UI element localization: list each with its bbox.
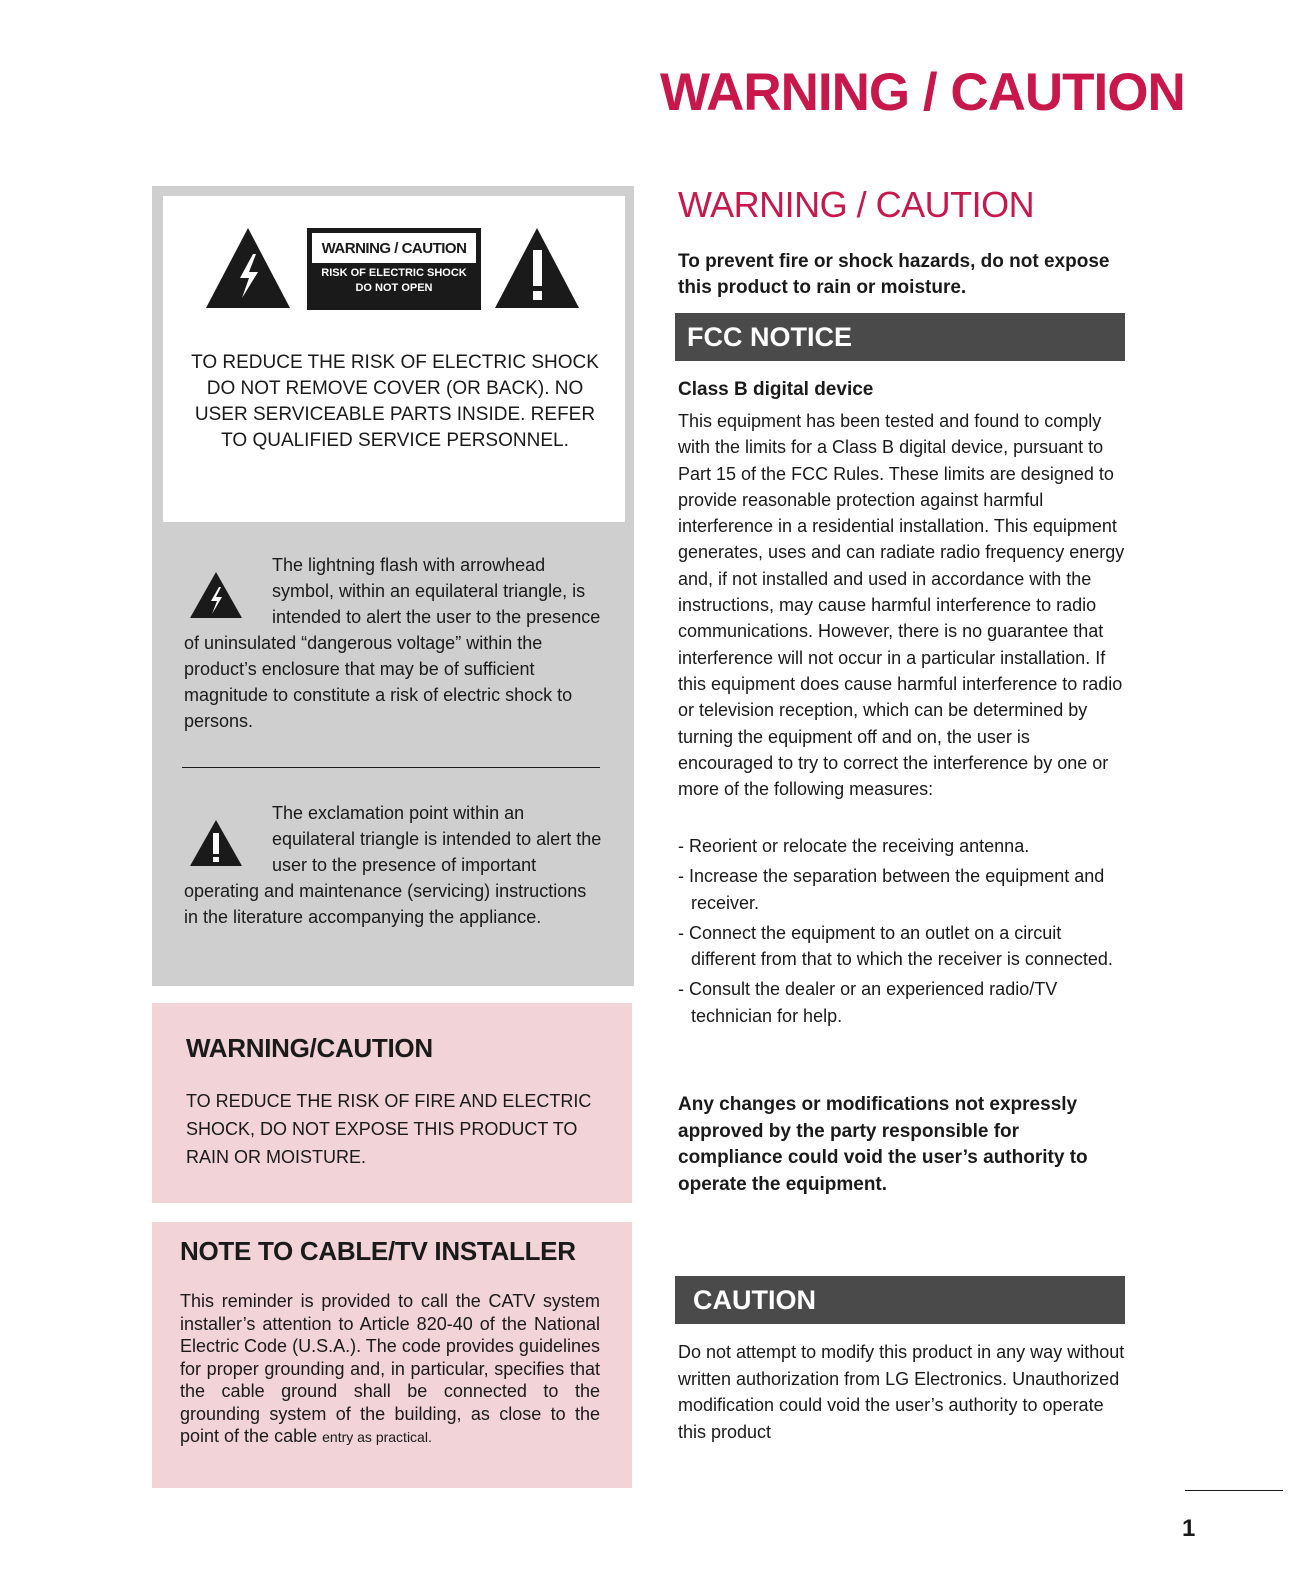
intro-text: To prevent fire or shock hazards, do not expose this product to rain or moisture. xyxy=(678,251,1110,298)
list-item: - Reorient or relocate the receiving antenna. xyxy=(678,836,1030,856)
warning-label-line2: DO NOT OPEN xyxy=(355,282,433,294)
warning-caution-heading: WARNING/CAUTION xyxy=(186,1033,433,1063)
installer-note-body: This reminder is provided to call the CATV system installer’s attention to Article 820-40 of the National Electric Code (U.S.A.). The code provides guidelines for proper grounding and, in particular, specifies that the cable ground shall be connected to the grounding system of the building, as close to the point of the cable xyxy=(180,1291,600,1446)
section-heading: WARNING / CAUTION xyxy=(678,184,1035,225)
exclamation-warning-icon xyxy=(493,226,581,310)
lightning-small-icon xyxy=(188,570,244,620)
installer-note-box xyxy=(152,1222,632,1488)
installer-note-body-small: entry as practical. xyxy=(322,1429,432,1445)
page-number-rule xyxy=(1185,1490,1283,1491)
installer-note-heading: NOTE TO CABLE/TV INSTALLER xyxy=(180,1236,576,1266)
warning-label xyxy=(307,228,481,310)
exclamation-symbol-text: The exclamation point within an equilateral triangle is intended to alert the user to the presence of important operating and maintenance (servicing) instructions in the literature accompanying the appliance. xyxy=(184,803,602,927)
divider xyxy=(182,767,600,768)
fcc-measures-list xyxy=(678,833,1128,1033)
installer-note-text xyxy=(180,1290,600,1449)
shock-warning-text: TO REDUCE THE RISK OF ELECTRIC SHOCK DO NOT REMOVE COVER (OR BACK). NO USER SERVICEABLE PARTS INSIDE. REFER TO QUALIFIED SERVICE PERSONNEL. xyxy=(191,352,599,451)
exclamation-small-icon xyxy=(188,818,244,868)
lightning-warning-icon xyxy=(204,226,292,310)
page-title: WARNING / CAUTION xyxy=(660,63,1185,122)
caution-bar: CAUTION xyxy=(675,1276,1125,1324)
list-item: - Increase the separation between the equipment and receiver. xyxy=(678,866,1105,913)
lightning-symbol-text: The lightning flash with arrowhead symbol, within an equilateral triangle, is intended to alert the user to the presence of uninsulated “dangerous voltage” within the product’s enclosure that may be of sufficient magnitude to constitute a risk of electric shock to persons. xyxy=(184,555,601,731)
warning-caution-box xyxy=(152,1003,632,1203)
list-item: - Consult the dealer or an experienced radio/TV technician for help. xyxy=(678,979,1058,1026)
fcc-notice-bar: FCC NOTICE xyxy=(675,313,1125,361)
fcc-changes-text: Any changes or modifications not expressly approved by the party responsible for compliance could void the user’s authority to operate the equipment. xyxy=(678,1094,1088,1195)
lightning-symbol-explanation xyxy=(184,552,604,734)
fcc-body: This equipment has been tested and found to comply with the limits for a Class B digital device, pursuant to Part 15 of the FCC Rules. These limits are designed to provide reasonable protection against harmful interference in a residential installation. This equipment generates, uses and can radiate radio frequency energy and, if not installed and used in accordance with the instructions, may cause harmful interference to radio communications. However, there is no guarantee that interference will not occur in a particular installation. If this equipment does cause harmful interference to radio or television reception, which can be determined by turning the equipment off and on, the user is encouraged to try to correct the interference by one or more of the following measures: xyxy=(678,411,1125,800)
page-number: 1 xyxy=(1182,1515,1196,1542)
fcc-subheading: Class B digital device xyxy=(678,379,874,400)
caution-text: Do not attempt to modify this product in any way without written authorization from LG Electronics. Unauthorized modification could void the user’s authority to operate this product xyxy=(678,1342,1125,1442)
warning-caution-text: TO REDUCE THE RISK OF FIRE AND ELECTRIC SHOCK, DO NOT EXPOSE THIS PRODUCT TO RAIN OR MOISTURE. xyxy=(186,1091,592,1167)
warning-label-line1: RISK OF ELECTRIC SHOCK xyxy=(321,267,467,279)
warning-label-heading: WARNING / CAUTION xyxy=(312,233,476,263)
exclamation-symbol-explanation xyxy=(184,800,604,930)
list-item: - Connect the equipment to an outlet on a circuit different from that to which the receiver is connected. xyxy=(678,922,1113,970)
